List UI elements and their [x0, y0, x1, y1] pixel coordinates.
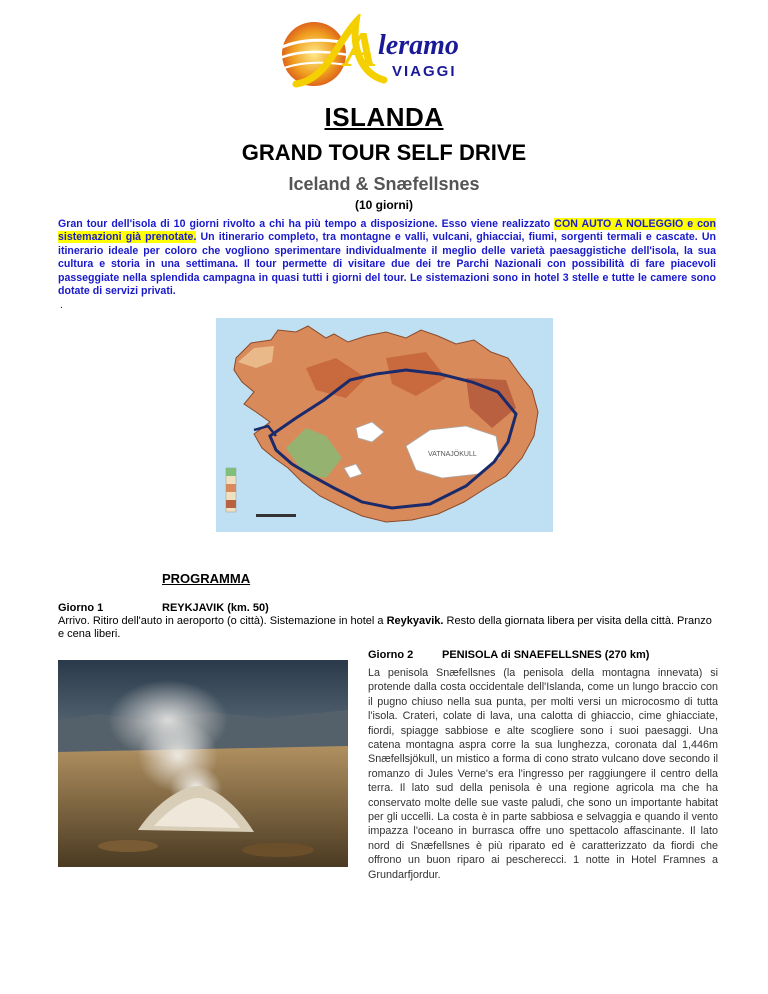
day2-heading [368, 649, 718, 661]
page-title: ISLANDA [324, 102, 444, 132]
day1-text-a: Arrivo. Ritiro dell'auto in aeroporto (o città). Sistemazione in hotel a [58, 615, 387, 627]
tour-region: Iceland & Snæfellsnes [288, 174, 480, 194]
intro-paragraph [58, 218, 716, 298]
iceland-route-map [216, 318, 553, 532]
day2-place: PENISOLA di SNAEFELLSNES (270 km) [442, 649, 650, 661]
aleramo-viaggi-logo [266, 14, 496, 94]
day2-description: La penisola Snæfellsnes (la penisola della montagna innevata) si protende dalla costa occidentale dell'Islanda, come un lungo braccio con il pugno chiuso nella sua punta, per molti versi un microcosmo di tutta l'isola. Crateri, colate di lava, una calotta di ghiaccio, cime ghiacciate, fiordi, spiagge sabbiose e alte scogliere sono i suoi paesaggi. Una catena montagna aspra corre la sua lunghezza, coronata dal 1,446m Snæfellsjökull, un mistico a forma di cono strato vulcano dove secondo il romanzo di Jules Verne's era l'ingresso per raggiungere il centro della terra. Il lato sud della penisola è una regione agricola ma che ha conservato molte delle sue vaste paludi, che sono un importante habitat per gli uccelli. La costa è in parte sabbiosa e selvaggia e quando il vento impazza l'oceano in burrasca offre uno spettacolo affascinante. Il lato nord di Snæfellsnes è più riparato ed è caratterizzato da fiordi che offrono un buon riparo ai pescherecci. 1 notte in Hotel Framnes a Grundarfjordur. [368, 667, 718, 881]
day1-label: Giorno 1 [58, 602, 104, 614]
programma-heading: PROGRAMMA [162, 571, 251, 586]
stray-dot: . [60, 300, 63, 311]
logo-brand: leramo [378, 30, 459, 61]
day2-label: Giorno 2 [368, 649, 414, 661]
day1-text-bold: Reykyavik. [386, 615, 444, 627]
tour-title: GRAND TOUR SELF DRIVE [241, 140, 527, 165]
logo-subtitle: VIAGGI [392, 63, 457, 80]
day1-text-b: Resto della giornata libera per visita della città. Pranzo e cena liberi. [58, 615, 712, 640]
map-glacier-label: VATNAJÖKULL [428, 451, 477, 458]
intro-highlight: CON AUTO A NOLEGGIO e con sistemazioni già prenotate. [58, 218, 716, 244]
day1-description [58, 615, 718, 641]
geyser-photo [58, 660, 348, 867]
intro-text-2: Un itinerario completo, tra montagne e valli, vulcani, ghiacciai, fiumi, sorgenti termali e cascate. Un itinerario ideale per coloro che vogliono sperimentare individualmente il meglio delle varietà paesaggistiche dell'isola, la sua cultura e storia in una settimana. Il tour permette di visitare due dei tre Parchi Nazionali con possibilità di fare piacevoli passeggiate nella splendida campagna in quasi tutti i giorni del tour. Le sistemazioni sono in hotel 3 stelle e tutte le camere sono dotate di servizi privati. [58, 231, 716, 298]
day1-heading [58, 602, 269, 614]
tour-duration: (10 giorni) [354, 198, 413, 212]
logo-initial: A [344, 21, 378, 77]
day1-place: REYKJAVIK (km. 50) [162, 602, 269, 614]
intro-text-1: Gran tour dell'isola di 10 giorni rivolto a chi ha più tempo a disposizione. Esso viene realizzato [58, 218, 555, 230]
